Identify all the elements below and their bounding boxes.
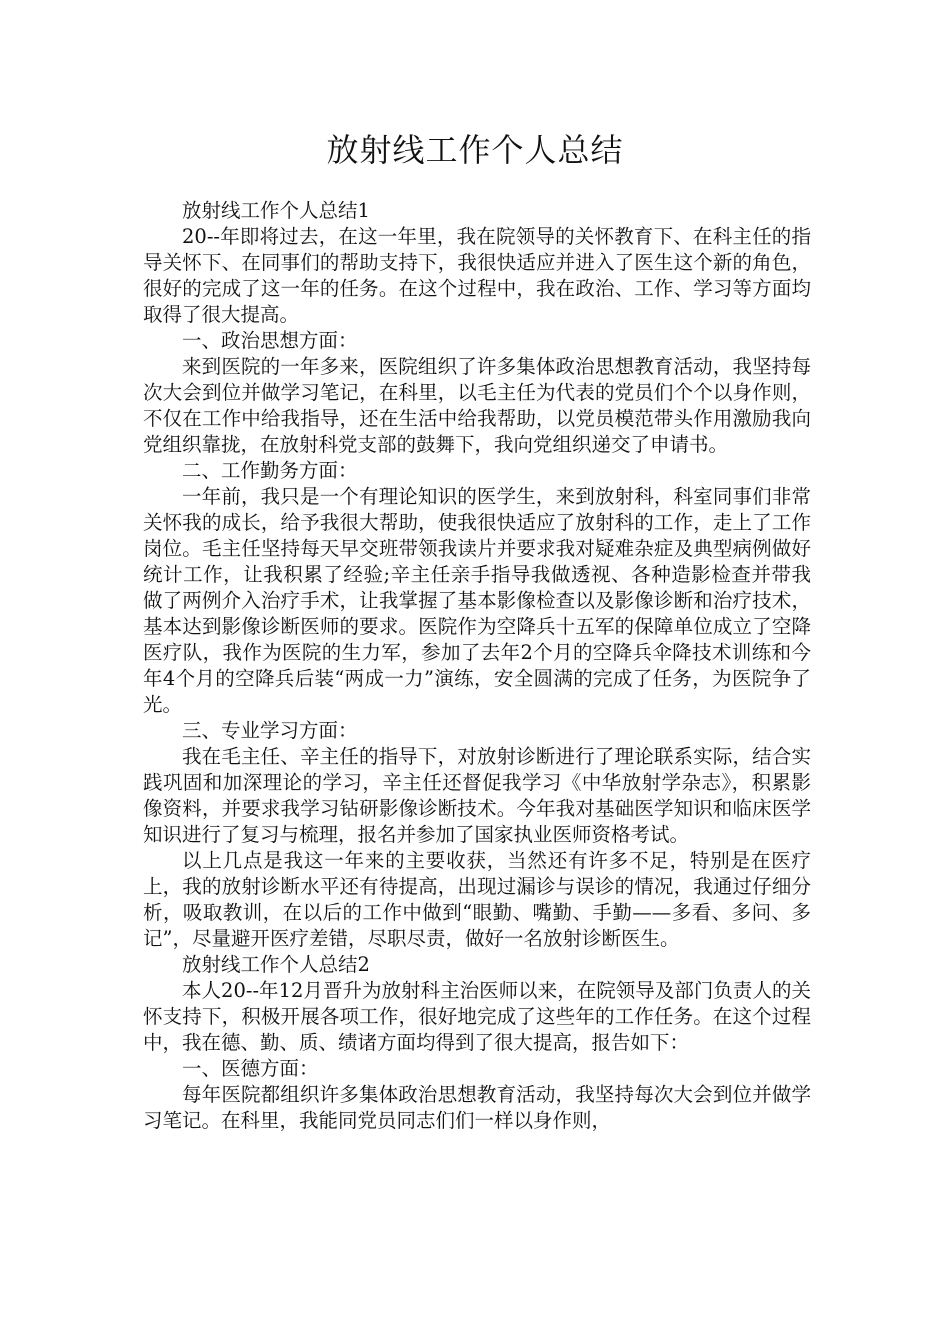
body-paragraph: 每年医院都组织许多集体政治思想教育活动，我坚持每次大会到位并做学习笔记。在科里，我能同党员同志们们一样以身作则，	[143, 1083, 811, 1132]
body-paragraph: 我在毛主任、辛主任的指导下，对放射诊断进行了理论联系实际，结合实践巩固和加深理论的学习，辛主任还督促我学习《中华放射学杂志》，积累影像资料，并要求我学习钻研影像诊断技术。今年我对基础医学知识和临床医学知识进行了复习与梳理，报名并参加了国家执业医师资格考试。	[143, 745, 811, 846]
section-heading: 放射线工作个人总结2	[182, 953, 370, 976]
body-paragraph: 20--年即将过去，在这一年里，我在院领导的关怀教育下、在科主任的指导关怀下、在同事们的帮助支持下，我很快适应并进入了医生这个新的角色，很好的完成了这一年的任务。在这个过程中，我在政治、工作、学习等方面均取得了很大提高。	[143, 225, 811, 326]
subsection-heading: 三、专业学习方面：	[182, 719, 358, 742]
body-paragraph: 本人20--年12月晋升为放射科主治医师以来，在院领导及部门负责人的关怀支持下，积极开展各项工作，很好地完成了这些年的工作任务。在这个过程中，我在德、勤、质、绩诸方面均得到了很大提高，报告如下：	[143, 979, 811, 1054]
document-title: 放射线工作个人总结	[326, 131, 624, 169]
document-body	[143, 198, 811, 1134]
body-paragraph: 以上几点是我这一年来的主要收获，当然还有许多不足，特别是在医疗上，我的放射诊断水平还有待提高，出现过漏诊与误诊的情况，我通过仔细分析，吸取教训，在以后的工作中做到“眼勤、嘴勤、手勤——多看、多问、多记”，尽量避开医疗差错，尽职尽责，做好一名放射诊断医生。	[143, 849, 811, 950]
body-paragraph: 来到医院的一年多来，医院组织了许多集体政治思想教育活动，我坚持每次大会到位并做学习笔记，在科里，以毛主任为代表的党员们个个以身作则，不仅在工作中给我指导，还在生活中给我帮助，以党员模范带头作用激励我向党组织靠拢，在放射科党支部的鼓舞下，我向党组织递交了申请书。	[143, 355, 811, 456]
body-paragraph: 一年前，我只是一个有理论知识的医学生，来到放射科，科室同事们非常关怀我的成长，给予我很大帮助，使我很快适应了放射科的工作，走上了工作岗位。毛主任坚持每天早交班带领我读片并要求我对疑难杂症及典型病例做好统计工作，让我积累了经验;辛主任亲手指导我做透视、各种造影检查并带我做了两例介入治疗手术，让我掌握了基本影像检查以及影像诊断和治疗技术，基本达到影像诊断医师的要求。医院作为空降兵十五军的保障单位成立了空降医疗队，我作为医院的生力军，参加了去年2个月的空降兵伞降技术训练和今年4个月的空降兵后装“两成一力”演练，安全圆满的完成了任务，为医院争了光。	[143, 485, 811, 716]
subsection-heading: 一、医德方面：	[182, 1057, 319, 1080]
subsection-heading: 一、政治思想方面：	[182, 329, 358, 352]
section-heading: 放射线工作个人总结1	[182, 199, 370, 222]
subsection-heading: 二、工作勤务方面：	[182, 459, 358, 482]
